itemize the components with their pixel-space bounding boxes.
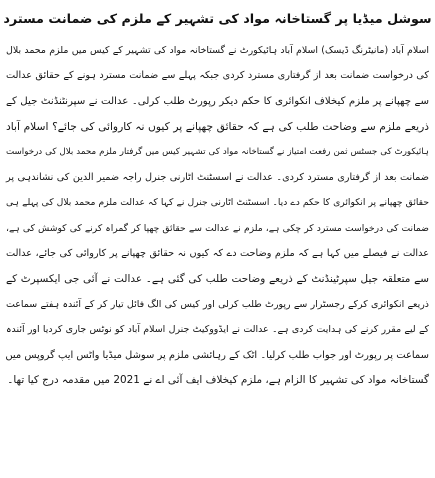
article-line: اسلام آباد (مانیٹرنگ ڈیسک) اسلام آباد ہائیکورٹ نے گستاخانہ مواد کی تشہیر کے کیس میں ملزم محمد بلال [6,45,429,56]
article-line: ہائیکورٹ کی جسٹس ثمن رفعت امتیاز نے گستاخانہ مواد کی تشہیر کیس میں گرفتار ملزم محمد بلال کی درخواست [6,146,429,157]
article-line: ذریعے ملزم سے وضاحت طلب کی ہے کہ حقائق چھپانے پر کیوں نہ کاروائی کی جائے؟ اسلام آباد [6,120,429,134]
article-line: ضمانت بعد از گرفتاری مسترد کردی۔ عدالت نے اسسٹنٹ اٹارنی جنرل راجہ ضمیر الدین کی نشاندہی پر [6,171,429,183]
article-line: عدالت نے فیصلے میں کہا ہے کہ ملزم وضاحت دے کہ کیوں نہ حقائق چھپانے پر کاروائی کی جائے، عدالت [6,248,429,260]
article-line: سماعت پر رپورٹ اور جواب طلب کرلیا۔ اٹک کے رہائشی ملزم پر سوشل میڈیا واٹس ایپ گروپس میں [5,349,429,361]
article-line: کی درخواست ضمانت بعد از گرفتاری مسترد کردی جبکہ پہلے سے ضمانت مسترد ہونے کے حقائق عدالت [6,70,429,82]
article-line: گستاخانہ مواد کی تشہیر کا الزام ہے، ملزم کیخلاف ایف آئی اے نے 2021 میں مقدمہ درج کیا تھا۔ [7,374,429,387]
article-line: سے چھپانے پر ملزم کیخلاف انکوائری کا حکم دیکر رپورٹ طلب کرلی۔ عدالت نے سپرنٹنڈنٹ جیل کے [6,95,429,107]
article-line: کے لیے مقرر کرنے کی ہدایت کردی ہے۔ عدالت نے ایڈووکیٹ جنرل اسلام آباد کو نوٹس جاری کردیا اور آئندہ [6,324,429,336]
article-body [6,38,429,393]
headline: سوشل میڈیا پر گستاخانہ مواد کی تشہیر کے ملزم کی ضمانت مسترد [3,12,432,27]
article-line: حقائق چھپانے پر انکوائری کا حکم دے دیا۔ اسسٹنٹ اٹارنی جنرل نے کہا کہ عدالت ملزم محمد بلال کی پہلے ہی [6,197,429,209]
article-line: ذریعے انکوائری کرکے رجسٹرار سے رپورٹ طلب کرلی اور کیس کی الگ فائل تیار کر کے آئندہ ہفتے سماعت [6,298,429,310]
article-line: ضمانت کی درخواست مسترد کر چکی ہے، ملزم نے عدالت سے حقائق چھپا کر گمراہ کرنے کی کوشش کی ہے، [6,222,429,234]
article-line: سے متعلقہ جیل سپرٹینڈنٹ کے ذریعے وضاحت طلب کی گئی ہے۔ عدالت نے آئی جی ایکسپرٹ کے [6,272,429,285]
